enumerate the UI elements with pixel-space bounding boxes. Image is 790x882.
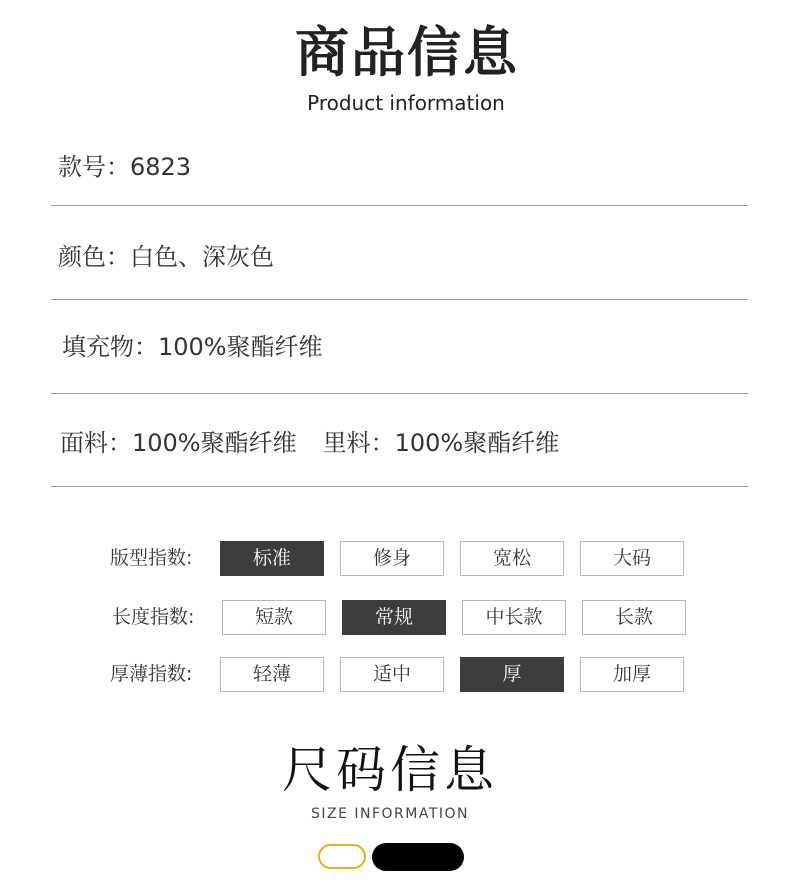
section-subtitle: Product information	[307, 91, 505, 115]
thickness-index-label: 厚薄指数:	[110, 663, 193, 685]
info-label: 填充物：	[62, 333, 158, 361]
info-value: 6823	[130, 153, 192, 181]
fit-option-slim: 修身	[340, 541, 444, 576]
info-row-color	[58, 240, 274, 274]
info-value-lining: 100%聚酯纤维	[394, 429, 560, 457]
info-row-fabric	[60, 426, 559, 460]
fit-index-label: 版型指数:	[110, 547, 193, 569]
fit-option-plus-size: 大码	[580, 541, 684, 576]
length-index-label: 长度指数:	[112, 606, 195, 628]
info-label-lining: 里料：	[322, 429, 395, 457]
thickness-option-extra-thick: 加厚	[580, 657, 684, 692]
decorative-pill-filled	[372, 843, 464, 871]
info-row-style-number	[58, 150, 191, 184]
length-option-short: 短款	[222, 600, 326, 635]
info-value: 100%聚酯纤维	[158, 333, 323, 361]
info-label: 颜色：	[58, 243, 130, 271]
divider	[51, 393, 748, 394]
size-section-title: 尺码信息	[282, 741, 498, 799]
divider	[51, 486, 748, 487]
size-section-subtitle: SIZE INFORMATION	[310, 806, 470, 822]
fit-option-standard: 标准	[220, 541, 324, 576]
info-label: 面料：	[60, 429, 132, 457]
info-value: 白色、深灰色	[130, 243, 274, 271]
divider	[51, 205, 748, 206]
info-value: 100%聚酯纤维	[132, 429, 297, 457]
thickness-option-medium: 适中	[340, 657, 444, 692]
length-option-regular: 常规	[342, 600, 446, 635]
fit-option-loose: 宽松	[460, 541, 564, 576]
thickness-option-thin: 轻薄	[220, 657, 324, 692]
info-row-filling	[62, 330, 323, 364]
section-title: 商品信息	[295, 21, 519, 84]
decorative-pill-outline	[318, 844, 366, 869]
divider	[51, 299, 748, 300]
length-option-long: 长款	[582, 600, 686, 635]
info-label: 款号：	[58, 153, 130, 181]
thickness-option-thick: 厚	[460, 657, 564, 692]
length-option-mid-long: 中长款	[462, 600, 566, 635]
